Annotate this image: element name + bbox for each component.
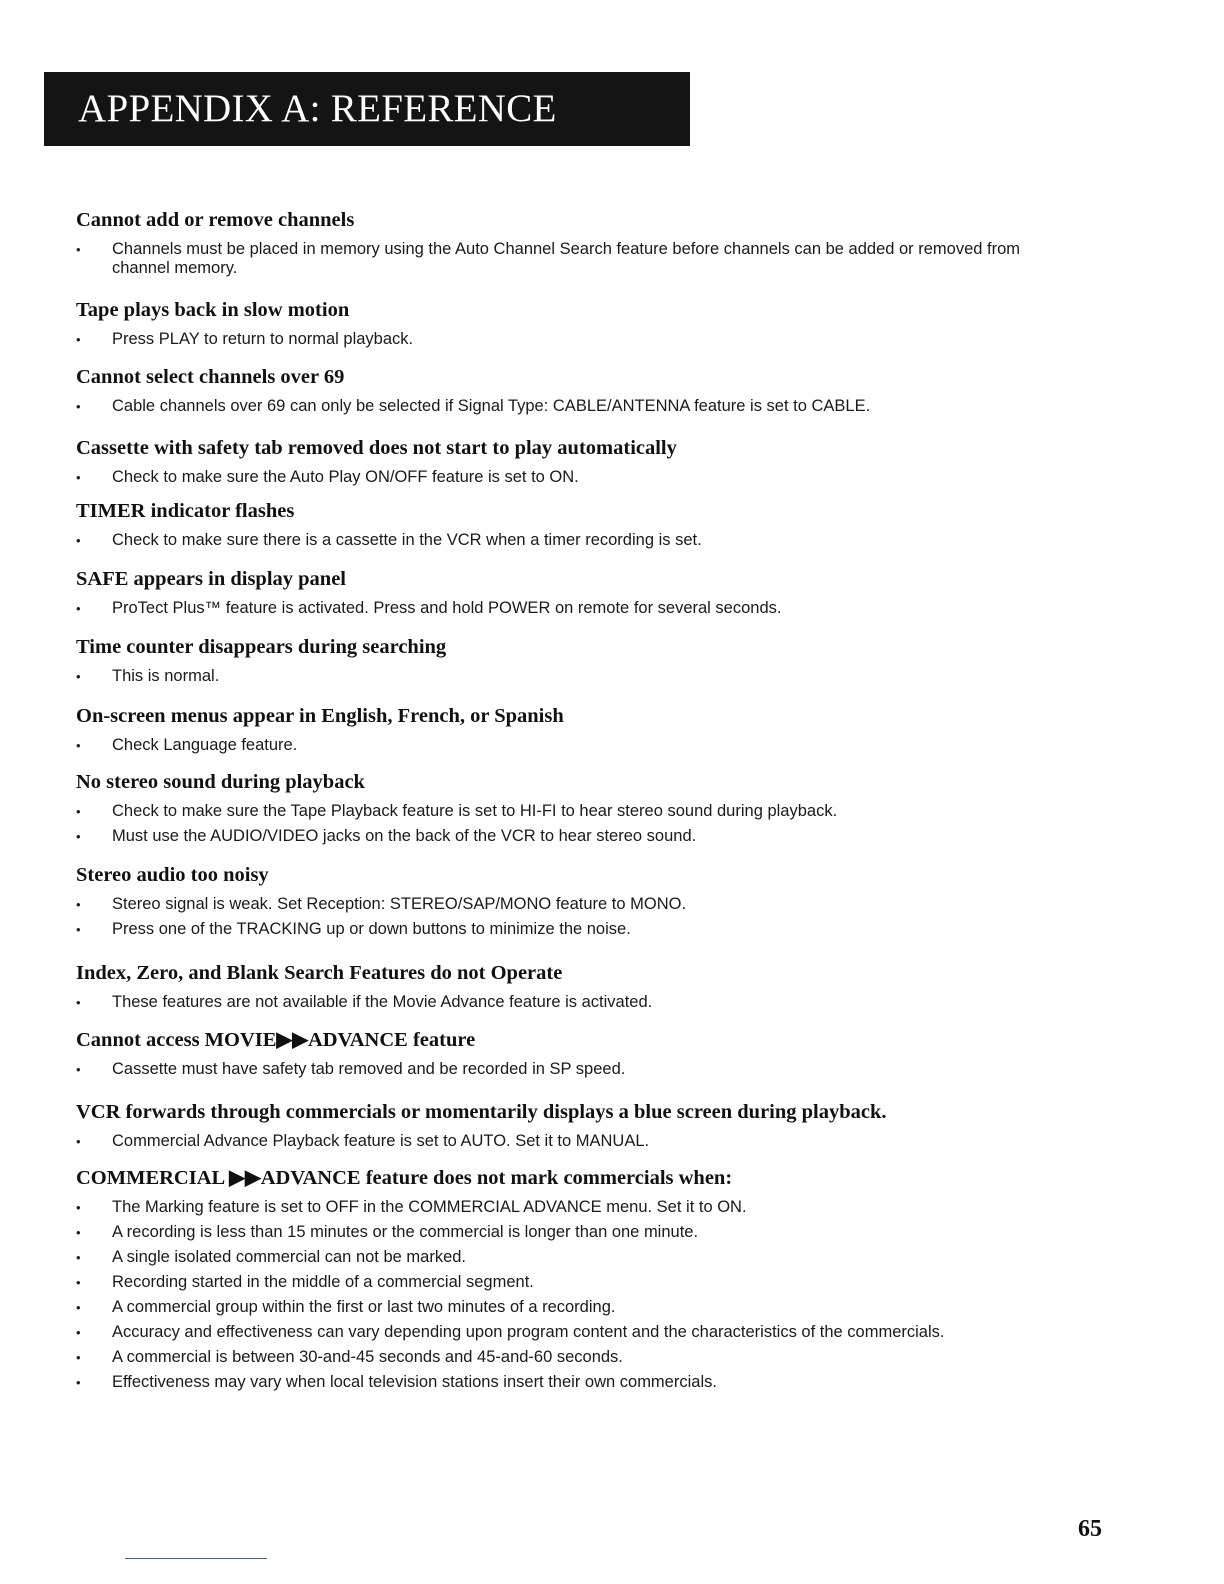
list-item: • Recording started in the middle of a commercial segment. xyxy=(76,1273,1076,1292)
list-item: • Check to make sure there is a cassette in the VCR when a timer recording is set. xyxy=(76,531,1076,550)
list-item: • Must use the AUDIO/VIDEO jacks on the back of the VCR to hear stereo sound. xyxy=(76,827,1076,846)
section-heading: Stereo audio too noisy xyxy=(76,864,269,886)
section-safe-display xyxy=(76,565,1076,618)
page-title: APPENDIX A: REFERENCE xyxy=(44,72,690,146)
section-slow-motion xyxy=(76,296,1076,349)
list-item: • This is normal. xyxy=(76,667,1076,686)
list-item: • Stereo signal is weak. Set Reception: STEREO/SAP/MONO feature to MONO. xyxy=(76,895,1076,914)
list-item: • ProTect Plus™ feature is activated. Press and hold POWER on remote for several seconds. xyxy=(76,599,1076,618)
page-number: 65 xyxy=(1078,1516,1102,1542)
section-movie-advance xyxy=(76,1026,1076,1079)
section-channels-over-69 xyxy=(76,363,1076,416)
list-item: • A commercial group within the first or last two minutes of a recording. xyxy=(76,1298,1076,1317)
section-heading: Time counter disappears during searching xyxy=(76,636,447,658)
list-item: • The Marking feature is set to OFF in the COMMERCIAL ADVANCE menu. Set it to ON. xyxy=(76,1198,1076,1217)
list-item: • These features are not available if the Movie Advance feature is activated. xyxy=(76,993,1076,1012)
section-vcr-forwards xyxy=(76,1098,1076,1151)
section-heading: No stereo sound during playback xyxy=(76,771,365,793)
list-item: • Cassette must have safety tab removed and be recorded in SP speed. xyxy=(76,1060,1076,1079)
section-cannot-add-remove-channels xyxy=(76,206,1076,278)
list-item: • Press PLAY to return to normal playback. xyxy=(76,330,1076,349)
section-heading: Cannot access MOVIE▶▶ADVANCE feature xyxy=(76,1029,476,1051)
section-heading: Tape plays back in slow motion xyxy=(76,299,350,321)
footer-rule xyxy=(125,1558,267,1559)
section-heading: TIMER indicator flashes xyxy=(76,500,295,522)
section-commercial-advance xyxy=(76,1164,1076,1392)
section-timer-indicator xyxy=(76,497,1076,550)
list-item: • Check to make sure the Tape Playback feature is set to HI-FI to hear stereo sound during playback. xyxy=(76,802,1076,821)
section-safety-tab xyxy=(76,434,1076,487)
list-item: • A single isolated commercial can not be marked. xyxy=(76,1248,1076,1267)
list-item: • Check to make sure the Auto Play ON/OFF feature is set to ON. xyxy=(76,468,1076,487)
list-item: • A recording is less than 15 minutes or the commercial is longer than one minute. xyxy=(76,1223,1076,1242)
section-heading: VCR forwards through commercials or momentarily displays a blue screen during playback. xyxy=(76,1101,887,1123)
list-item: • A commercial is between 30-and-45 seconds and 45-and-60 seconds. xyxy=(76,1348,1076,1367)
section-search-features xyxy=(76,959,1076,1012)
list-item: • Effectiveness may vary when local television stations insert their own commercials. xyxy=(76,1373,1076,1392)
section-stereo-noisy xyxy=(76,861,1076,939)
list-item: • Check Language feature. xyxy=(76,736,1076,755)
section-heading: Cannot select channels over 69 xyxy=(76,366,345,388)
list-item: • Accuracy and effectiveness can vary depending upon program content and the characteristics of the commercials. xyxy=(76,1323,1076,1342)
section-no-stereo xyxy=(76,768,1076,846)
section-heading: Cassette with safety tab removed does not start to play automatically xyxy=(76,437,677,459)
section-on-screen-menus xyxy=(76,702,1076,755)
list-item: • Commercial Advance Playback feature is set to AUTO. Set it to MANUAL. xyxy=(76,1132,1076,1151)
list-item: • Cable channels over 69 can only be selected if Signal Type: CABLE/ANTENNA feature is set to CABLE. xyxy=(76,397,1076,416)
section-heading: Index, Zero, and Blank Search Features do not Operate xyxy=(76,962,563,984)
list-item: • Channels must be placed in memory using the Auto Channel Search feature before channels can be added or removed from channel memory. xyxy=(76,240,1076,278)
section-heading: On-screen menus appear in English, French, or Spanish xyxy=(76,705,564,727)
list-item: • Press one of the TRACKING up or down buttons to minimize the noise. xyxy=(76,920,1076,939)
section-heading: COMMERCIAL ▶▶ADVANCE feature does not mark commercials when: xyxy=(76,1167,733,1189)
section-heading: Cannot add or remove channels xyxy=(76,209,355,231)
section-heading: SAFE appears in display panel xyxy=(76,568,346,590)
section-time-counter xyxy=(76,633,1076,686)
